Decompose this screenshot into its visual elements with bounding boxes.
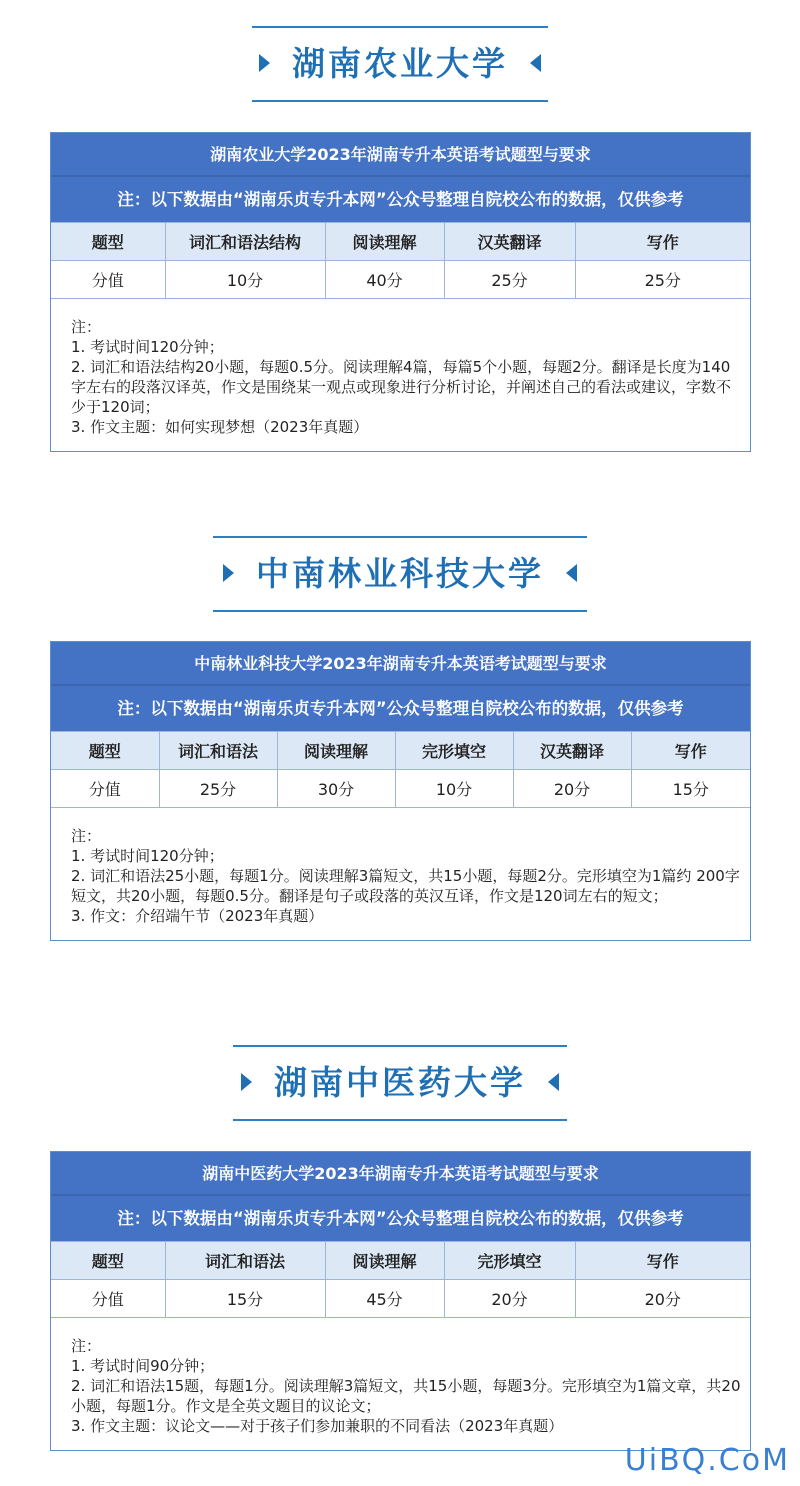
table-header-row bbox=[51, 1242, 750, 1280]
table-cell: 阅读理解 bbox=[277, 732, 395, 770]
section-heading-2 bbox=[0, 536, 800, 616]
notes-block bbox=[51, 808, 750, 940]
table-cell: 写作 bbox=[575, 223, 750, 261]
heading-text: 中南林业科技大学 bbox=[256, 554, 544, 593]
table-cell: 分值 bbox=[51, 770, 159, 808]
table-cell: 15分 bbox=[631, 770, 750, 808]
note-line: 1. 考试时间120分钟； bbox=[71, 847, 224, 865]
triangle-right-icon bbox=[259, 54, 270, 72]
exam-table-card-2 bbox=[50, 641, 751, 941]
table-cell: 25分 bbox=[575, 261, 750, 299]
watermark: UiBQ.CoM bbox=[624, 1443, 790, 1478]
table-cell: 词汇和语法 bbox=[159, 732, 277, 770]
table-title-bar: 中南林业科技大学2023年湖南专升本英语考试题型与要求 bbox=[51, 642, 750, 686]
note-line: 注： bbox=[71, 1337, 102, 1355]
table-cell: 词汇和语法结构 bbox=[165, 223, 325, 261]
note-line: 2. 词汇和语法结构20小题，每题0.5分。阅读理解4篇，每篇5个小题，每题2分。翻译是长度为140字左右的段落汉译英，作文是围绕某一观点或现象进行分析讨论，并阐述自己的看法或建议，字数不少于120词； bbox=[71, 358, 732, 416]
exam-table-card-3 bbox=[50, 1151, 751, 1451]
table-cell: 完形填空 bbox=[444, 1242, 575, 1280]
table-cell: 40分 bbox=[325, 261, 444, 299]
table-cell: 10分 bbox=[165, 261, 325, 299]
table-cell: 阅读理解 bbox=[325, 223, 444, 261]
heading-rule-bottom bbox=[252, 100, 548, 102]
table-note-bar: 注：以下数据由“湖南乐贞专升本网”公众号整理自院校公布的数据，仅供参考 bbox=[51, 686, 750, 731]
table-cell: 题型 bbox=[51, 1242, 165, 1280]
table-cell: 分值 bbox=[51, 1280, 165, 1318]
table-title-bar: 湖南农业大学2023年湖南专升本英语考试题型与要求 bbox=[51, 133, 750, 177]
triangle-right-icon bbox=[241, 1073, 252, 1091]
note-line: 3. 作文主题：如何实现梦想（2023年真题） bbox=[71, 418, 369, 436]
note-line: 2. 词汇和语法25小题，每题1分。阅读理解3篇短文，共15小题，每题2分。完形填空为1篇约 200字短文，共20小题，每题0.5分。翻译是句子或段落的英汉互译，作文是120词左右的短文； bbox=[71, 867, 740, 905]
heading-rule-bottom bbox=[233, 1119, 567, 1121]
note-line: 1. 考试时间120分钟； bbox=[71, 338, 224, 356]
triangle-left-icon bbox=[566, 564, 577, 582]
note-line: 2. 词汇和语法15题，每题1分。阅读理解3篇短文，共15小题，每题3分。完形填空为1篇文章，共20小题，每题1分。作文是全英文题目的议论文； bbox=[71, 1377, 741, 1415]
table-cell: 汉英翻译 bbox=[513, 732, 631, 770]
note-line: 注： bbox=[71, 827, 102, 845]
note-line: 1. 考试时间90分钟； bbox=[71, 1357, 215, 1375]
table-cell: 写作 bbox=[575, 1242, 750, 1280]
heading-rule-top bbox=[252, 26, 548, 28]
table-cell: 30分 bbox=[277, 770, 395, 808]
table-cell: 25分 bbox=[444, 261, 575, 299]
notes-block bbox=[51, 299, 750, 451]
table-cell: 20分 bbox=[513, 770, 631, 808]
triangle-left-icon bbox=[530, 54, 541, 72]
notes-block bbox=[51, 1318, 750, 1450]
table-header-row bbox=[51, 223, 750, 261]
table-cell: 汉英翻译 bbox=[444, 223, 575, 261]
heading-text: 湖南农业大学 bbox=[292, 44, 508, 83]
triangle-right-icon bbox=[223, 564, 234, 582]
heading-text: 湖南中医药大学 bbox=[274, 1063, 526, 1102]
table-header-row bbox=[51, 732, 750, 770]
heading-rule-top bbox=[213, 536, 587, 538]
exam-table-card-1 bbox=[50, 132, 751, 452]
note-line: 注： bbox=[71, 318, 102, 336]
table-cell: 15分 bbox=[165, 1280, 325, 1318]
table-cell: 20分 bbox=[575, 1280, 750, 1318]
table-cell: 完形填空 bbox=[395, 732, 513, 770]
section-heading-1 bbox=[0, 26, 800, 106]
table-cell: 25分 bbox=[159, 770, 277, 808]
table-note-bar: 注：以下数据由“湖南乐贞专升本网”公众号整理自院校公布的数据，仅供参考 bbox=[51, 1196, 750, 1241]
table-cell: 词汇和语法 bbox=[165, 1242, 325, 1280]
table-value-row bbox=[51, 1280, 750, 1318]
table-note-bar: 注：以下数据由“湖南乐贞专升本网”公众号整理自院校公布的数据，仅供参考 bbox=[51, 177, 750, 222]
table-cell: 10分 bbox=[395, 770, 513, 808]
table-cell: 45分 bbox=[325, 1280, 444, 1318]
note-line: 3. 作文主题：议论文——对于孩子们参加兼职的不同看法（2023年真题） bbox=[71, 1417, 564, 1435]
section-heading-3 bbox=[0, 1045, 800, 1125]
triangle-left-icon bbox=[548, 1073, 559, 1091]
table-cell: 分值 bbox=[51, 261, 165, 299]
table-cell: 题型 bbox=[51, 223, 165, 261]
score-table bbox=[51, 731, 750, 808]
note-line: 3. 作文：介绍端午节（2023年真题） bbox=[71, 907, 324, 925]
table-cell: 写作 bbox=[631, 732, 750, 770]
table-cell: 20分 bbox=[444, 1280, 575, 1318]
heading-rule-top bbox=[233, 1045, 567, 1047]
table-cell: 题型 bbox=[51, 732, 159, 770]
table-value-row bbox=[51, 770, 750, 808]
score-table bbox=[51, 1241, 750, 1318]
table-cell: 阅读理解 bbox=[325, 1242, 444, 1280]
heading-rule-bottom bbox=[213, 610, 587, 612]
score-table bbox=[51, 222, 750, 299]
table-title-bar: 湖南中医药大学2023年湖南专升本英语考试题型与要求 bbox=[51, 1152, 750, 1196]
table-value-row bbox=[51, 261, 750, 299]
